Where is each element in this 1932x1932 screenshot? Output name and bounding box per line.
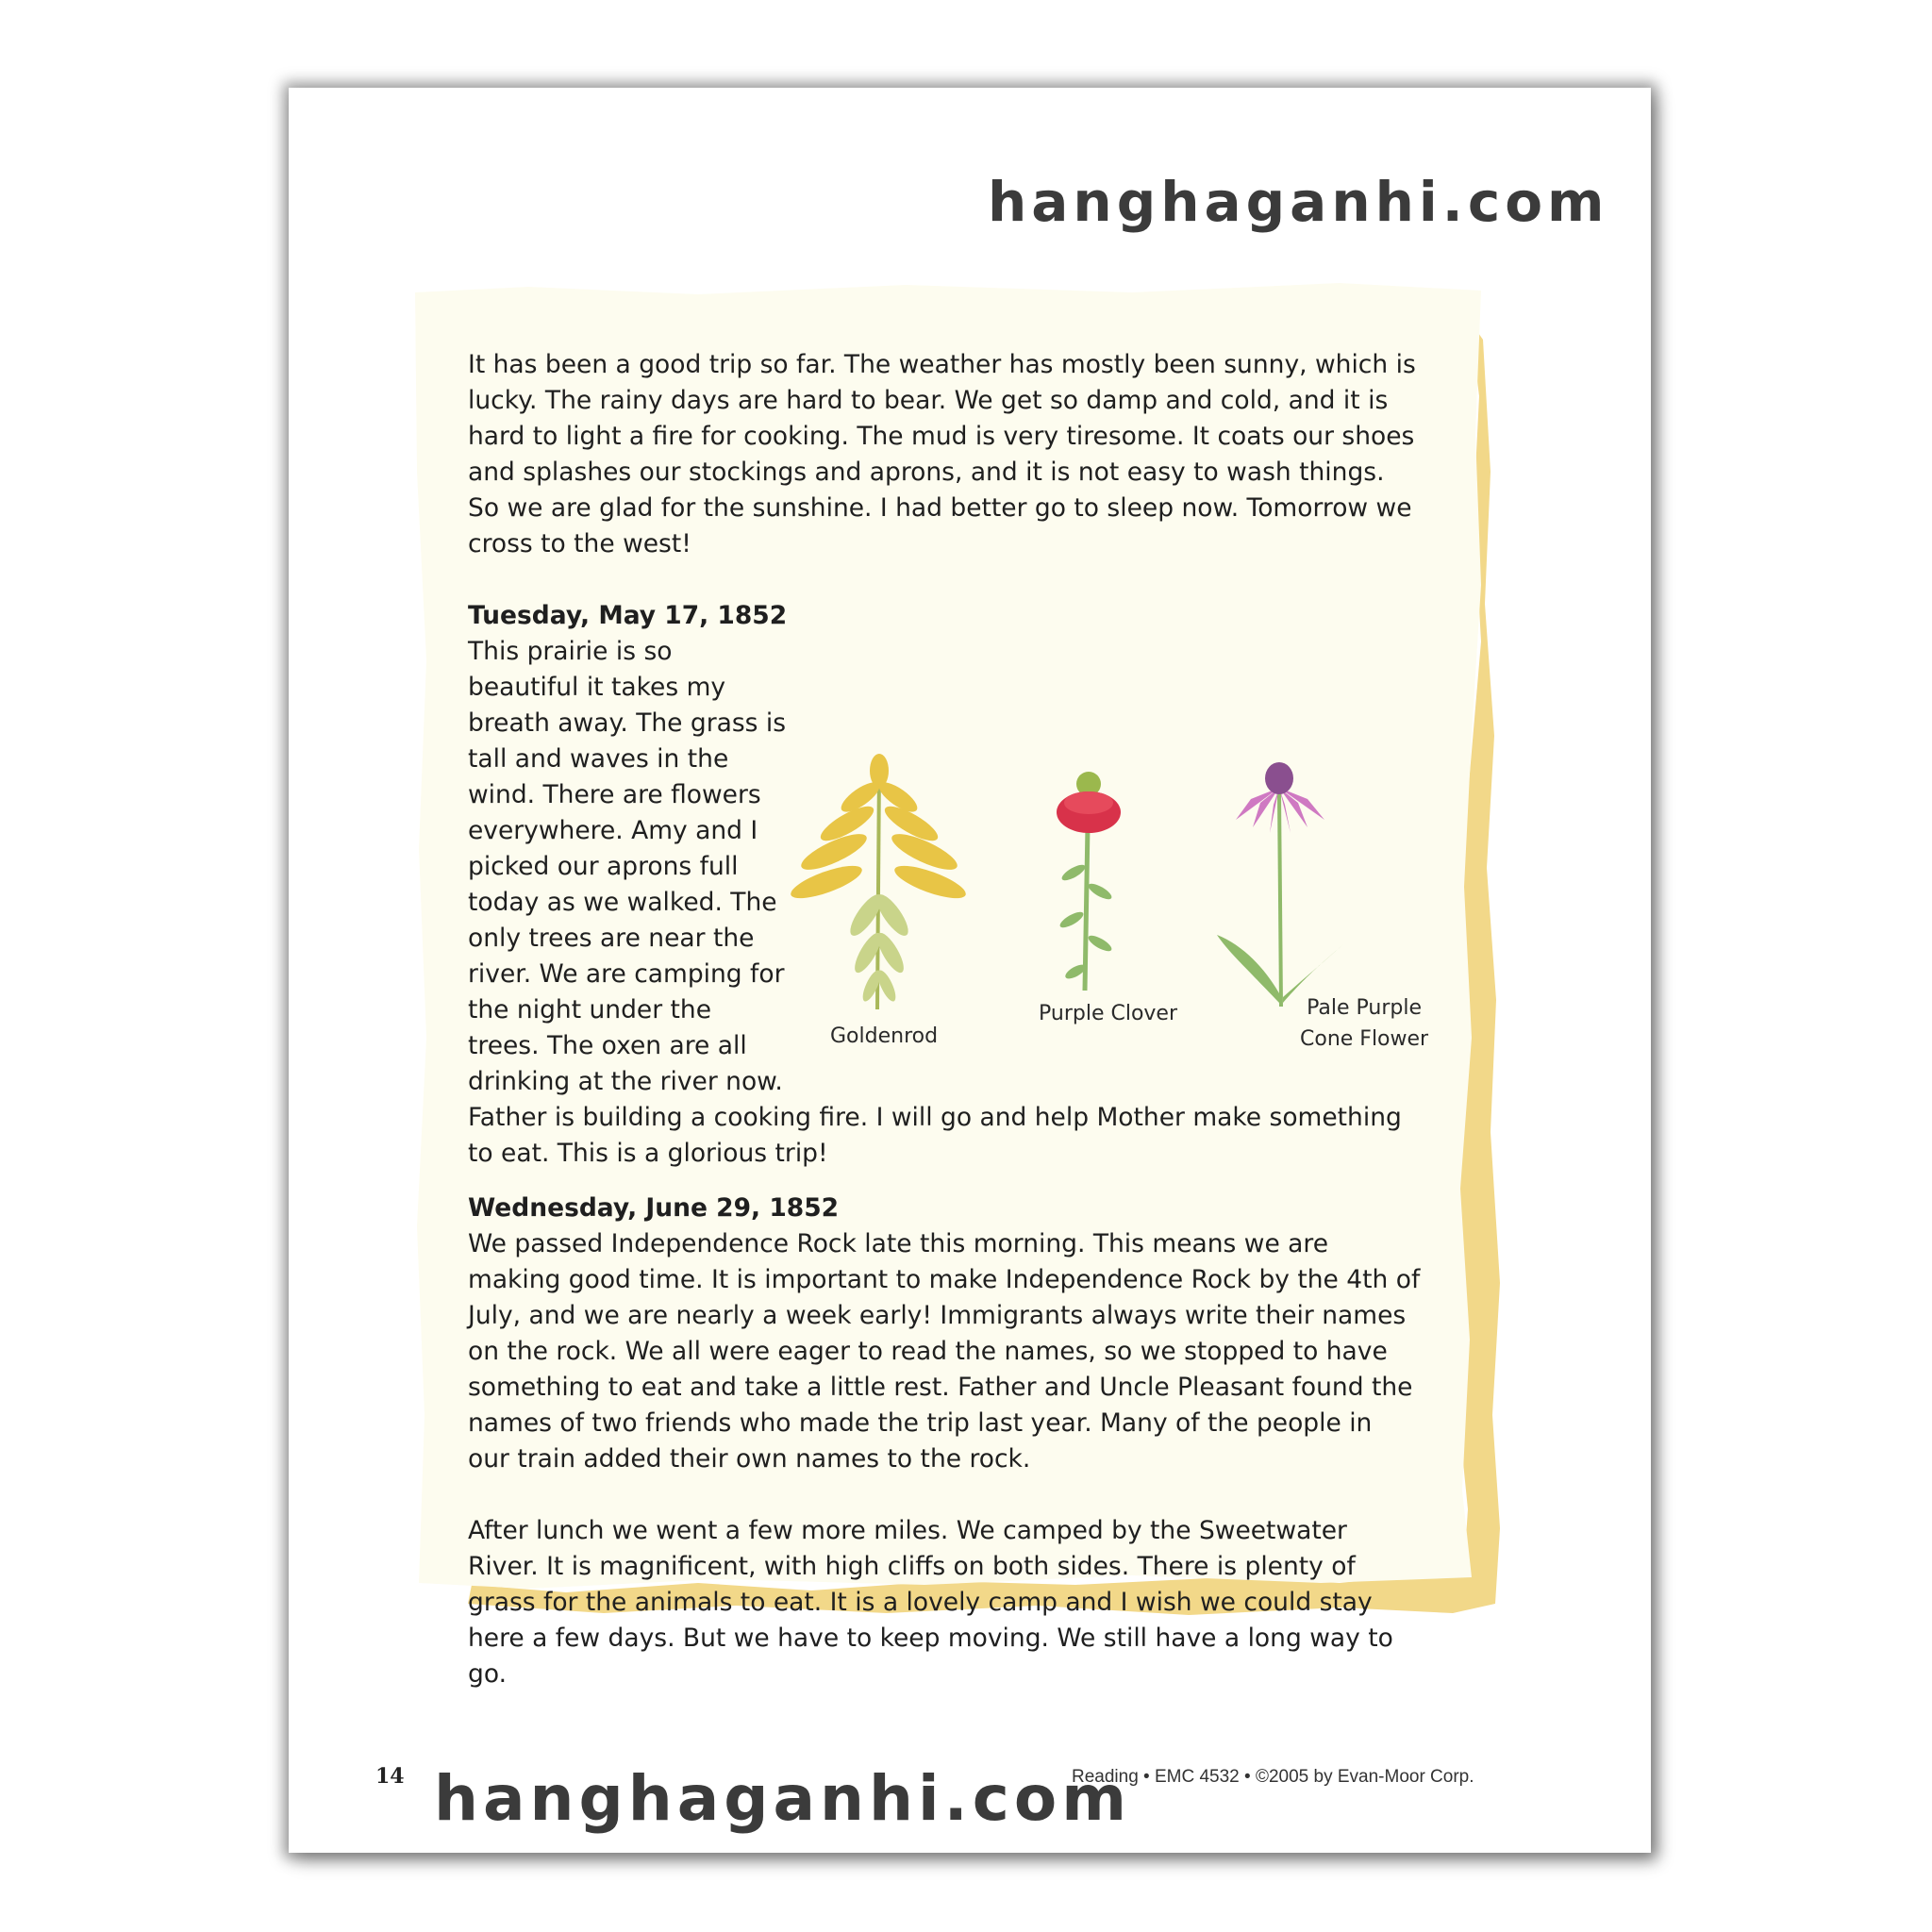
caption-goldenrod: Goldenrod: [830, 1024, 939, 1048]
goldenrod-illustration: [788, 754, 970, 1009]
caption-cone-flower-line2: Cone Flower: [1300, 1027, 1429, 1051]
watermark-bottom: hanghaganhi.com: [434, 1762, 1131, 1835]
pale-purple-cone-flower-illustration: [1217, 762, 1343, 1007]
intro-paragraph: It has been a good trip so far. The weather has mostly been sunny, which is lucky. The rainy days are hard to bear. We get so damp and cold, and it is hard to light a fire for cooking. The mud is very tiresome. It coats our shoes and splashes our stockings and aprons, and it is not easy to wash things. So we are glad for the sunshine. I had better go to sleep now. Tomorrow we cross to the west!: [468, 350, 1416, 558]
purple-clover-illustration: [1057, 772, 1121, 991]
entry-body-june-29: We passed Independence Rock late this morning. This means we are making good time. It is important to make Independence Rock by the 4th of July, and we are nearly a week early! Immigrants always write their names on the rock. We all were eager to read the names, so we stopped to have something to eat and take a little rest. Father and Uncle Pleasant found the names of two friends who made the trip last year. Many of the people in our train added their own names to the rock.: [468, 1229, 1421, 1474]
entry-date-may-17: Tuesday, May 17, 1852: [468, 601, 788, 630]
entry-body-may-17: This prairie is so beautiful it takes my breath away. The grass is tall and waves in the wind. There are flowers everywhere. Amy and I picked our aprons full today as we walked. The only trees are near the river. We are camping for the night under the trees. The oxen are all drinking at the river now. Father is building a cooking fire. I will go and help Mother make something to eat. This is a glorious trip!: [468, 637, 1402, 1168]
footer-credit: Reading • EMC 4532 • ©2005 by Evan-Moor Corp.: [1072, 1767, 1474, 1787]
caption-cone-flower: [1300, 992, 1428, 1055]
entry-date-june-29: Wednesday, June 29, 1852: [468, 1193, 840, 1223]
flower-illustrations: [774, 750, 1358, 1033]
entry-body-june-29-continued: After lunch we went a few more miles. We camped by the Sweetwater River. It is magnificent, with high cliffs on both sides. There is plenty of grass for the animals to eat. It is a lovely camp and I wish we could stay here a few days. But we have to keep moving. We still have a long way to go.: [468, 1516, 1393, 1689]
page-number: 14: [375, 1764, 405, 1789]
watermark-top: hanghaganhi.com: [988, 170, 1609, 234]
caption-purple-clover: Purple Clover: [1039, 1002, 1178, 1025]
caption-cone-flower-line1: Pale Purple: [1307, 996, 1422, 1020]
